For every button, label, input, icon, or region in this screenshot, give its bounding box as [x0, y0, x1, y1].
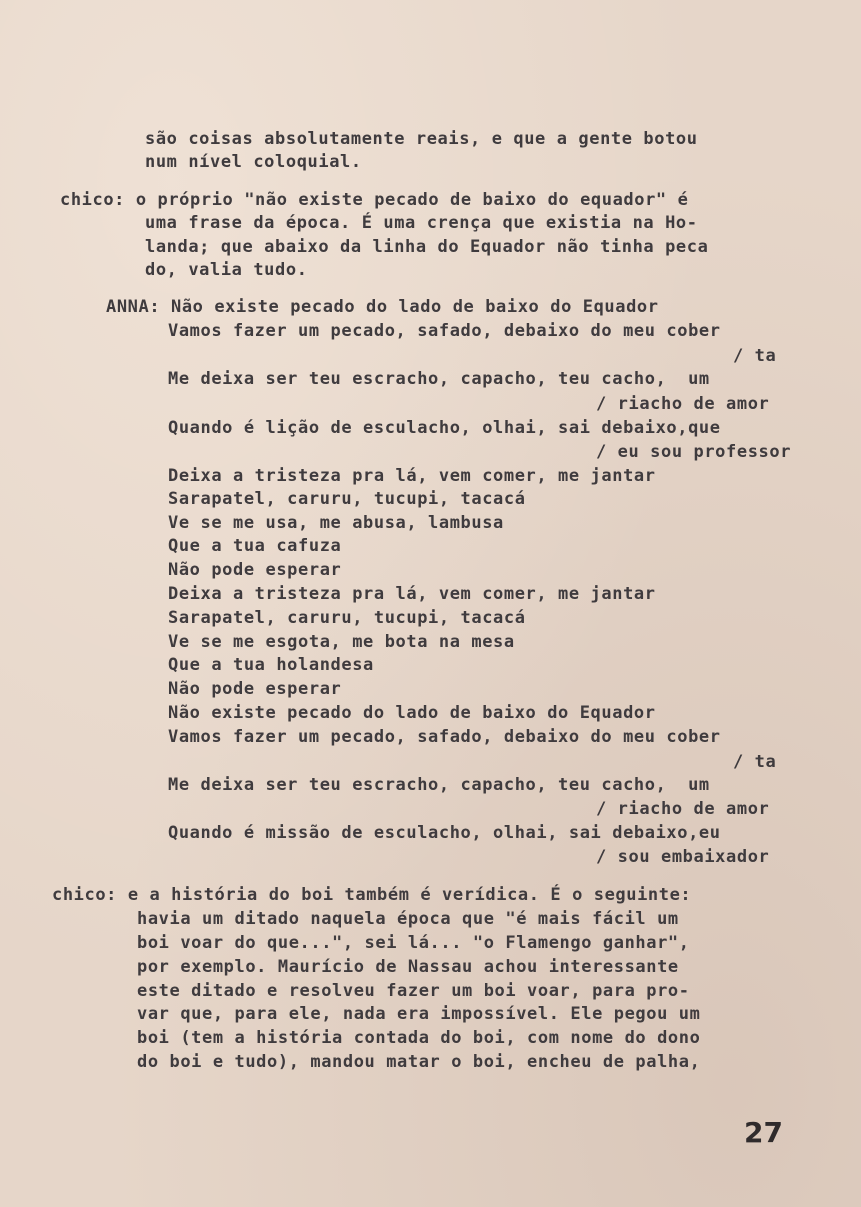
text-line: Deixa a tristeza pra lá, vem comer, me jantar — [168, 466, 656, 486]
page-number: 27 — [744, 1116, 783, 1149]
text-line: Não pode esperar — [168, 679, 342, 699]
text-line: Que a tua holandesa — [168, 655, 374, 675]
text-line: ANNA: Não existe pecado do lado de baixo do Equador — [106, 297, 659, 317]
text-line: Vamos fazer um pecado, safado, debaixo do meu cober — [168, 321, 721, 341]
text-line: num nível coloquial. — [145, 152, 362, 172]
text-line: Não existe pecado do lado de baixo do Equador — [168, 703, 656, 723]
text-line: Sarapatel, caruru, tucupi, tacacá — [168, 608, 526, 628]
text-line: / sou embaixador — [596, 847, 770, 867]
text-line: chico: o próprio "não existe pecado de baixo do equador" é — [60, 190, 689, 210]
text-line: uma frase da época. É uma crença que existia na Ho- — [145, 213, 698, 233]
text-line: Vamos fazer um pecado, safado, debaixo do meu cober — [168, 727, 721, 747]
text-line: boi voar do que...", sei lá... "o Flamengo ganhar", — [137, 933, 690, 953]
text-line: Ve se me esgota, me bota na mesa — [168, 632, 515, 652]
text-line: Sarapatel, caruru, tucupi, tacacá — [168, 489, 526, 509]
text-line: var que, para ele, nada era impossível. Ele pegou um — [137, 1004, 701, 1024]
text-line: Não pode esperar — [168, 560, 342, 580]
text-line: do, valia tudo. — [145, 260, 308, 280]
text-line: são coisas absolutamente reais, e que a gente botou — [145, 129, 698, 149]
text-line: havia um ditado naquela época que "é mais fácil um — [137, 909, 679, 929]
text-line: Que a tua cafuza — [168, 536, 342, 556]
text-line: Me deixa ser teu escracho, capacho, teu cacho, um — [168, 775, 710, 795]
text-line: Quando é missão de esculacho, olhai, sai debaixo,eu — [168, 823, 721, 843]
text-line: Deixa a tristeza pra lá, vem comer, me jantar — [168, 584, 656, 604]
text-line: / riacho de amor — [596, 799, 770, 819]
text-line: Ve se me usa, me abusa, lambusa — [168, 513, 504, 533]
text-line: / ta — [733, 346, 777, 366]
text-line: boi (tem a história contada do boi, com nome do dono — [137, 1028, 701, 1048]
text-line: / ta — [733, 752, 777, 772]
text-line: Quando é lição de esculacho, olhai, sai debaixo,que — [168, 418, 721, 438]
text-line: do boi e tudo), mandou matar o boi, encheu de palha, — [137, 1052, 701, 1072]
text-line: / riacho de amor — [596, 394, 770, 414]
text-line: / eu sou professor — [596, 442, 792, 462]
text-line: chico: e a história do boi também é verídica. É o seguinte: — [52, 885, 692, 905]
text-line: Me deixa ser teu escracho, capacho, teu cacho, um — [168, 369, 710, 389]
text-line: landa; que abaixo da linha do Equador não tinha peca — [145, 237, 709, 257]
text-line: este ditado e resolveu fazer um boi voar, para pro- — [137, 981, 690, 1001]
text-line: por exemplo. Maurício de Nassau achou interessante — [137, 957, 679, 977]
